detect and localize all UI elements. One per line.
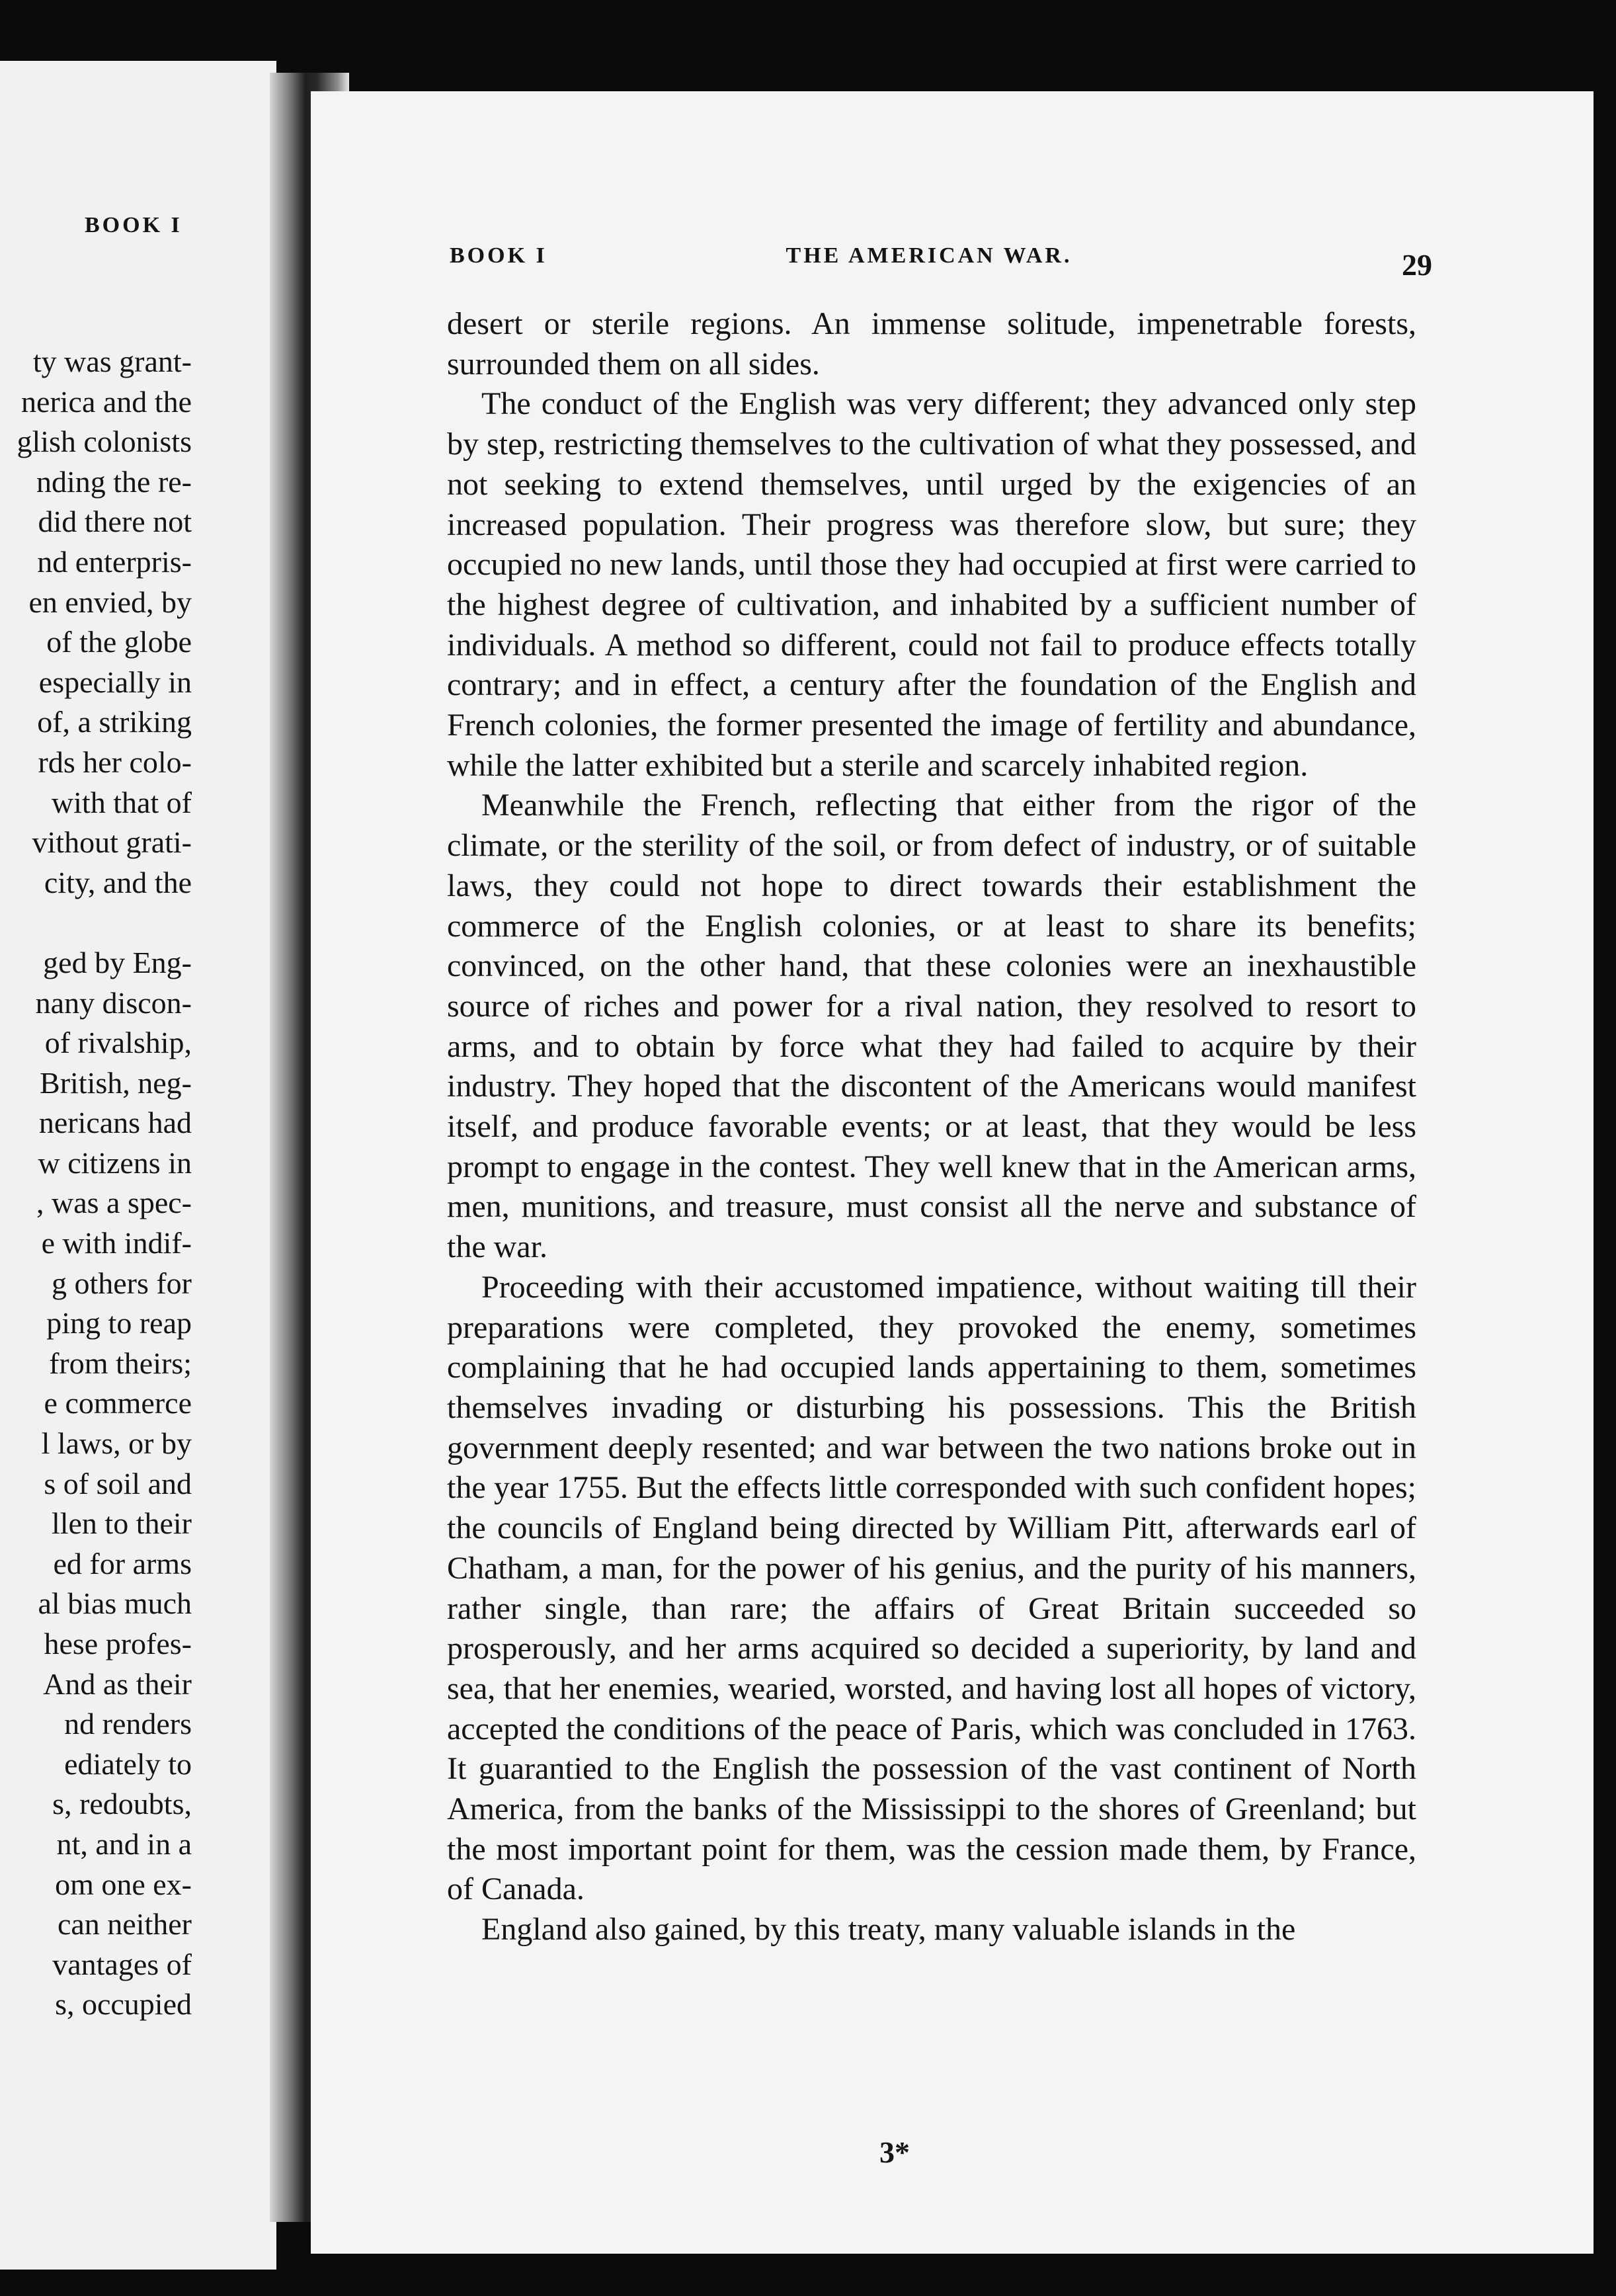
left-page-line: s, occupied	[55, 1987, 192, 2022]
paragraph-4: Proceeding with their accustomed impatience, without waiting till their preparations were completed, they provoked the enemy, sometimes complaining that he had occupied lands appertaining to them, sometimes themselves invading or disturbing his possessions. This the British government deeply resented; and war between the two nations broke out in the year 1755. But the effects little corresponded with such confident hopes; the councils of England being directed by William Pitt, afterwards earl of Chatham, a man, for the power of his genius, and the purity of his manners, rather single, than rare; the affairs of Great Britain succeeded so prosperously, and her arms acquired so decided a superiority, by land and sea, that her enemies, wearied, worsted, and having lost all hopes of victory, accepted the conditions of the peace of Paris, which was concluded in 1763. It guarantied to the English the possession of the vast continent of North America, from the banks of the Mississippi to the shores of Greenland; but the most important point for them, was the cession made them, by France, of Canada.	[447, 1269, 1416, 1907]
left-page-line: ping to reap	[46, 1306, 192, 1340]
left-page-line: city, and the	[44, 865, 192, 899]
left-page-line: British, neg-	[40, 1065, 192, 1100]
left-running-head: BOOK I	[85, 213, 182, 237]
left-page-line: with that of	[51, 785, 192, 819]
left-page-line: hese profes-	[44, 1627, 192, 1660]
left-page-line: nding the re-	[36, 464, 192, 499]
left-page-line: nd enterpris-	[37, 544, 192, 579]
left-page-line: en envied, by	[28, 585, 192, 619]
left-page-line: l laws, or by	[41, 1426, 192, 1461]
left-page-line: , was a spec-	[36, 1186, 192, 1220]
left-page-line: of rivalship,	[44, 1026, 192, 1060]
paragraph-2: The conduct of the English was very different; they advanced only step by step, restricting themselves to the cultivation of what they possessed, and not seeking to extend themselves, until urged by the exigencies of an increased population. Their progress was therefore slow, but sure; they occupied no new lands, until those they had occupied at first were carried to the highest degree of cultivation, and inhabited by a sufficient number of individuals. A method so different, could not fail to produce effects totally contrary; and in effect, a century after the foundation of the English and French colonies, the former presented the image of fertility and abundance, while the latter exhibited but a sterile and scarcely inhabited region.	[447, 386, 1416, 783]
running-head-title: THE AMERICAN WAR.	[786, 243, 1072, 268]
left-page	[0, 61, 276, 2270]
running-head	[450, 243, 1408, 283]
left-page-line: s of soil and	[44, 1466, 192, 1500]
left-page-line: ty was grant-	[32, 345, 192, 378]
left-page-line: nt, and in a	[56, 1826, 192, 1861]
running-head-book: BOOK I	[450, 243, 547, 268]
left-page-line: rds her colo-	[38, 745, 192, 779]
left-page-line: vantages of	[52, 1947, 192, 1981]
left-page-line: w citizens in	[38, 1145, 192, 1180]
left-page-line: e commerce	[44, 1386, 192, 1420]
left-page-line: al bias much	[38, 1586, 192, 1621]
left-page-line: And as their	[43, 1666, 192, 1701]
left-page-line: nany discon-	[35, 985, 192, 1020]
left-page-line: can neither	[57, 1907, 192, 1942]
left-page-line: ed for arms	[53, 1546, 192, 1580]
signature-mark: 3*	[879, 2135, 910, 2169]
left-page-line: ediately to	[64, 1746, 192, 1781]
page-number: 29	[1402, 248, 1432, 282]
left-page-text	[0, 342, 192, 2025]
left-page-line: nerica and the	[21, 384, 192, 419]
left-page-line: om one ex-	[55, 1867, 192, 1901]
left-page-line: did there not	[38, 505, 192, 539]
left-page-line: especially in	[38, 665, 192, 699]
left-page-line: nd renders	[64, 1707, 192, 1741]
left-page-line: e with indif-	[41, 1226, 192, 1260]
paragraph-1: desert or sterile regions. An immense solitude, impenetrable forests, surrounded them on all sides.	[447, 306, 1416, 382]
paragraph-3: Meanwhile the French, reflecting that either from the rigor of the climate, or the sterility of the soil, or from defect of industry, or of suitable laws, they could not hope to direct towards their establishment the commerce of the English colonies, or at least to share its benefits; convinced, on the other hand, that these colonies were an inexhaustible source of riches and power for a rival nation, they resolved to resort to arms, and to obtain by force what they had failed to acquire by their industry. They hoped that the discontent of the Americans would manifest itself, and produce favorable events; or at least, that they would be less prompt to engage in the contest. They well knew that in the American arms, men, munitions, and treasure, must consist all the nerve and substance of the war.	[447, 788, 1416, 1265]
left-page-line: nericans had	[38, 1106, 192, 1140]
paragraph-5: England also gained, by this treaty, many valuable islands in the	[481, 1912, 1296, 1948]
left-page-line: g others for	[51, 1266, 192, 1300]
left-page-line: from theirs;	[49, 1346, 192, 1380]
left-page-line: s, redoubts,	[52, 1787, 192, 1821]
left-page-line: vithout grati-	[32, 825, 192, 860]
left-page-line: ged by Eng-	[43, 945, 192, 979]
left-page-line: llen to their	[51, 1506, 192, 1541]
right-page	[311, 91, 1594, 2254]
left-page-line: of the globe	[46, 625, 192, 659]
left-page-line: of, a striking	[37, 705, 192, 739]
left-page-line	[0, 903, 192, 943]
body-text	[447, 304, 1416, 1950]
left-page-line: glish colonists	[17, 425, 192, 459]
